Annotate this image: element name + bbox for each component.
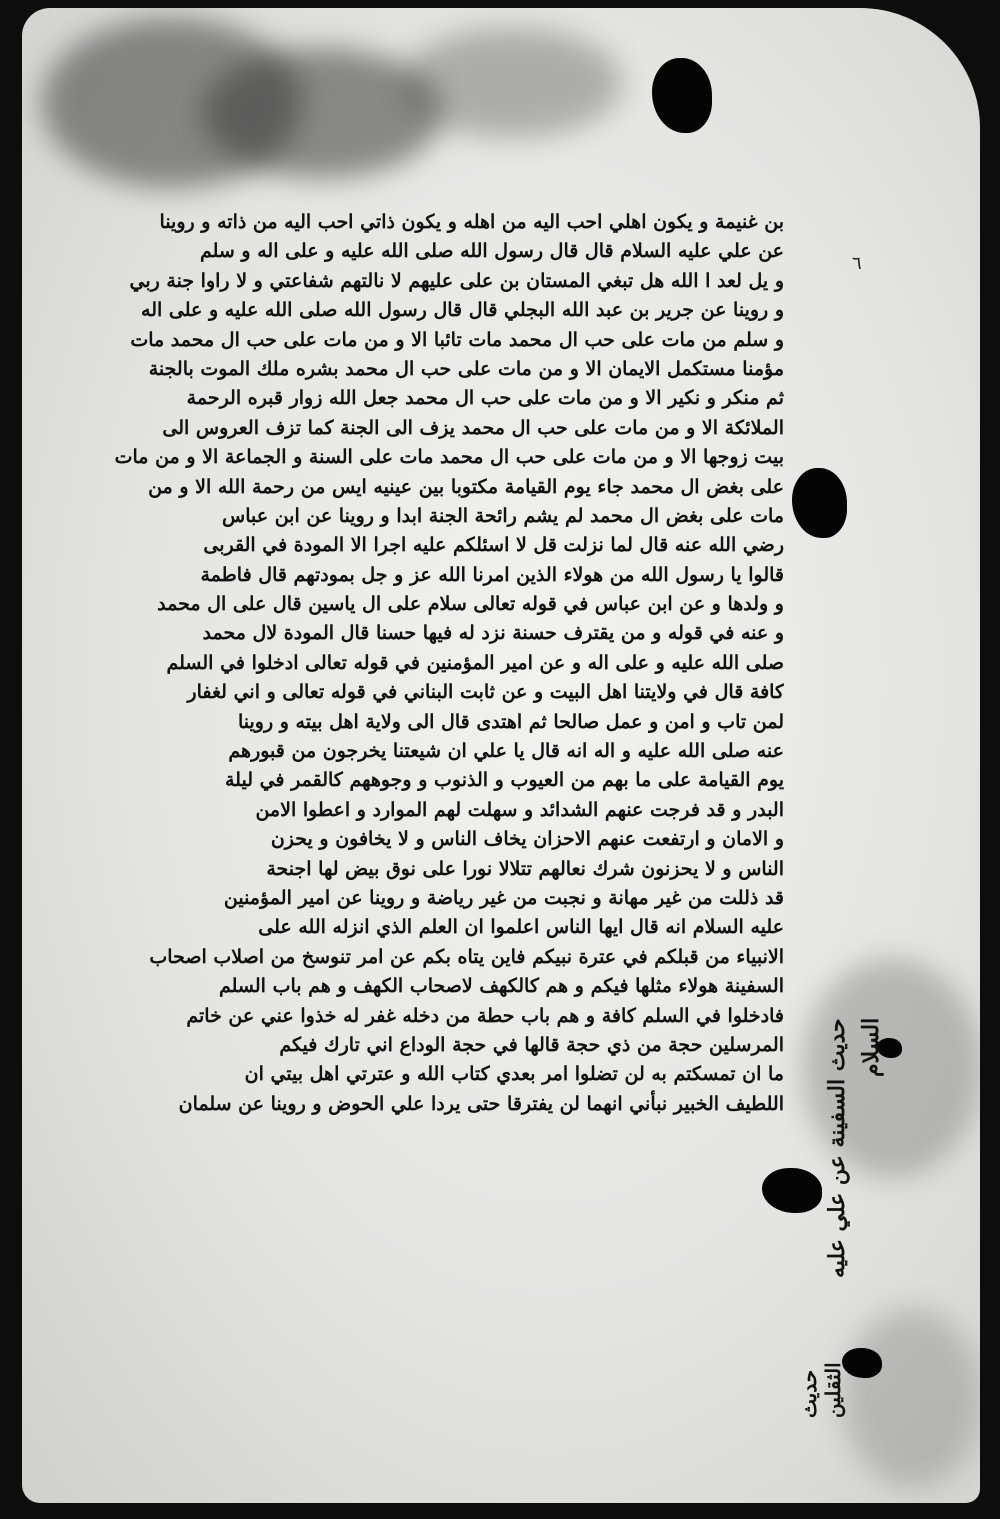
text-line: يوم القيامة على ما بهم من العيوب و الذنوب و وجوههم كالقمر في ليلة (224, 769, 784, 792)
text-line: لمن تاب و امن و عمل صالحا ثم اهتدى قال الى ولاية اهل بيته و روينا (237, 710, 784, 733)
main-text-block (44, 208, 784, 1119)
text-line: الانبياء من قبلكم في عترة نبيكم فاين يتاه بكم عن امر تنوسخ من اصلاب اصحاب (149, 945, 784, 968)
text-line: على بغض ال محمد جاء يوم القيامة مكتوبا بين عينيه ايس من رحمة الله الا و من (148, 475, 784, 498)
text-line: بن غنيمة و يكون اهلي احب اليه من اهله و يكون ذاتي احب اليه من ذاته و روينا (159, 211, 784, 233)
text-line: و سلم من مات على حب ال محمد مات تائبا الا و من مات على حب ال محمد مات (130, 328, 784, 351)
manuscript-page (22, 8, 980, 1503)
text-line: المرسلين حجة من ذي حجة قالها في حجة الوداع اني تارك فيكم (279, 1033, 784, 1056)
text-line: و يل لعد ا الله هل تبغي المستان بن على عليهم لا نالتهم شفاعتي و لا راوا جنة ربي (129, 269, 784, 292)
text-line: عن علي عليه السلام قال قال رسول الله صلى الله عليه و على اله و سلم (199, 240, 784, 263)
text-line: عنه صلى الله عليه و اله انه قال يا علي ان شيعتنا يخرجون من قبورهم (228, 740, 784, 763)
text-line: مات على بغض ال محمد لم يشم رائحة الجنة ابدا و روينا عن ابن عباس (222, 504, 784, 527)
ink-blot (762, 1168, 822, 1213)
text-line: و الامان و ارتفعت عنهم الاحزان يخاف الناس و لا يخافون و يحزن (270, 828, 784, 851)
text-line: مؤمنا مستكمل الايمان الا و من مات على حب ال محمد بشره ملك الموت بالجنة (148, 357, 784, 380)
text-line: قد ذللت من غير مهانة و نجبت من غير رياضة و روينا عن امير المؤمنين (223, 886, 784, 909)
text-line: كافة قال في ولايتنا اهل البيت و عن ثابت البناني في قوله تعالى و اني لغفار (187, 681, 784, 704)
text-line: البدر و قد فرجت عنهم الشدائد و سهلت لهم الموارد و اعطوا الامن (255, 798, 784, 821)
text-line: ثم منكر و نكير الا و من مات على حب ال محمد جعل الله زوار قبره الرحمة (186, 387, 784, 410)
text-line: و ولدها و عن ابن عباس في قوله تعالى سلام على ال ياسين قال على ال محمد (157, 593, 784, 616)
text-line: رضي الله عنه قال لما نزلت قل لا اسئلكم عليه اجرا الا المودة في القربى (203, 534, 784, 557)
text-line: بيت زوجها الا و من مات على حب ال محمد مات على السنة و الجماعة الا و من مات (114, 446, 784, 469)
text-line: اللطيف الخبير نبأني انهما لن يفترقا حتى يردا علي الحوض و روينا عن سلمان (178, 1092, 784, 1115)
text-line: صلى الله عليه و على اله و عن امير المؤمنين في قوله تعالى ادخلوا في السلم (166, 651, 784, 674)
text-line: الناس و لا يحزنون شرك نعالهم تتلالا نورا على نوق بيض لها اجنحة (266, 857, 784, 880)
text-line: قالوا يا رسول الله من هولاء الذين امرنا الله عز و جل بمودتهم قال فاطمة (200, 563, 784, 586)
text-line: عليه السلام انه قال ايها الناس اعلموا ان العلم الذي انزله الله على (258, 916, 784, 939)
margin-note: حديث السفينة عن علي عليه السلام (824, 1018, 884, 1278)
text-line: السفينة هولاء مثلها فيكم و هم كالكهف لاصحاب الكهف و هم باب السلم (219, 975, 784, 998)
ink-stain (402, 28, 622, 138)
text-line: ما ان تمسكتم به لن تضلوا امر بعدي كتاب الله و عترتي اهل بيتي ان (244, 1063, 784, 1086)
text-line: و روينا عن جرير بن عبد الله البجلي قال قال رسول الله صلى الله عليه و على اله (141, 299, 784, 322)
text-line: فادخلوا في السلم كافة و هم باب حطة من دخله غفر له خذوا عني عن خاتم (186, 1004, 784, 1027)
ink-blot (792, 468, 847, 538)
ink-blot (652, 58, 712, 133)
margin-note: حديث الثقلين (797, 1362, 845, 1418)
folio-number: ٦ (852, 253, 862, 274)
text-line: الملائكة الا و من مات على حب ال محمد يزف الى الجنة كما تزف العروس الى (162, 416, 784, 439)
text-line: و عنه في قوله و من يقترف حسنة نزد له فيها حسنا قال المودة لال محمد (202, 622, 784, 645)
